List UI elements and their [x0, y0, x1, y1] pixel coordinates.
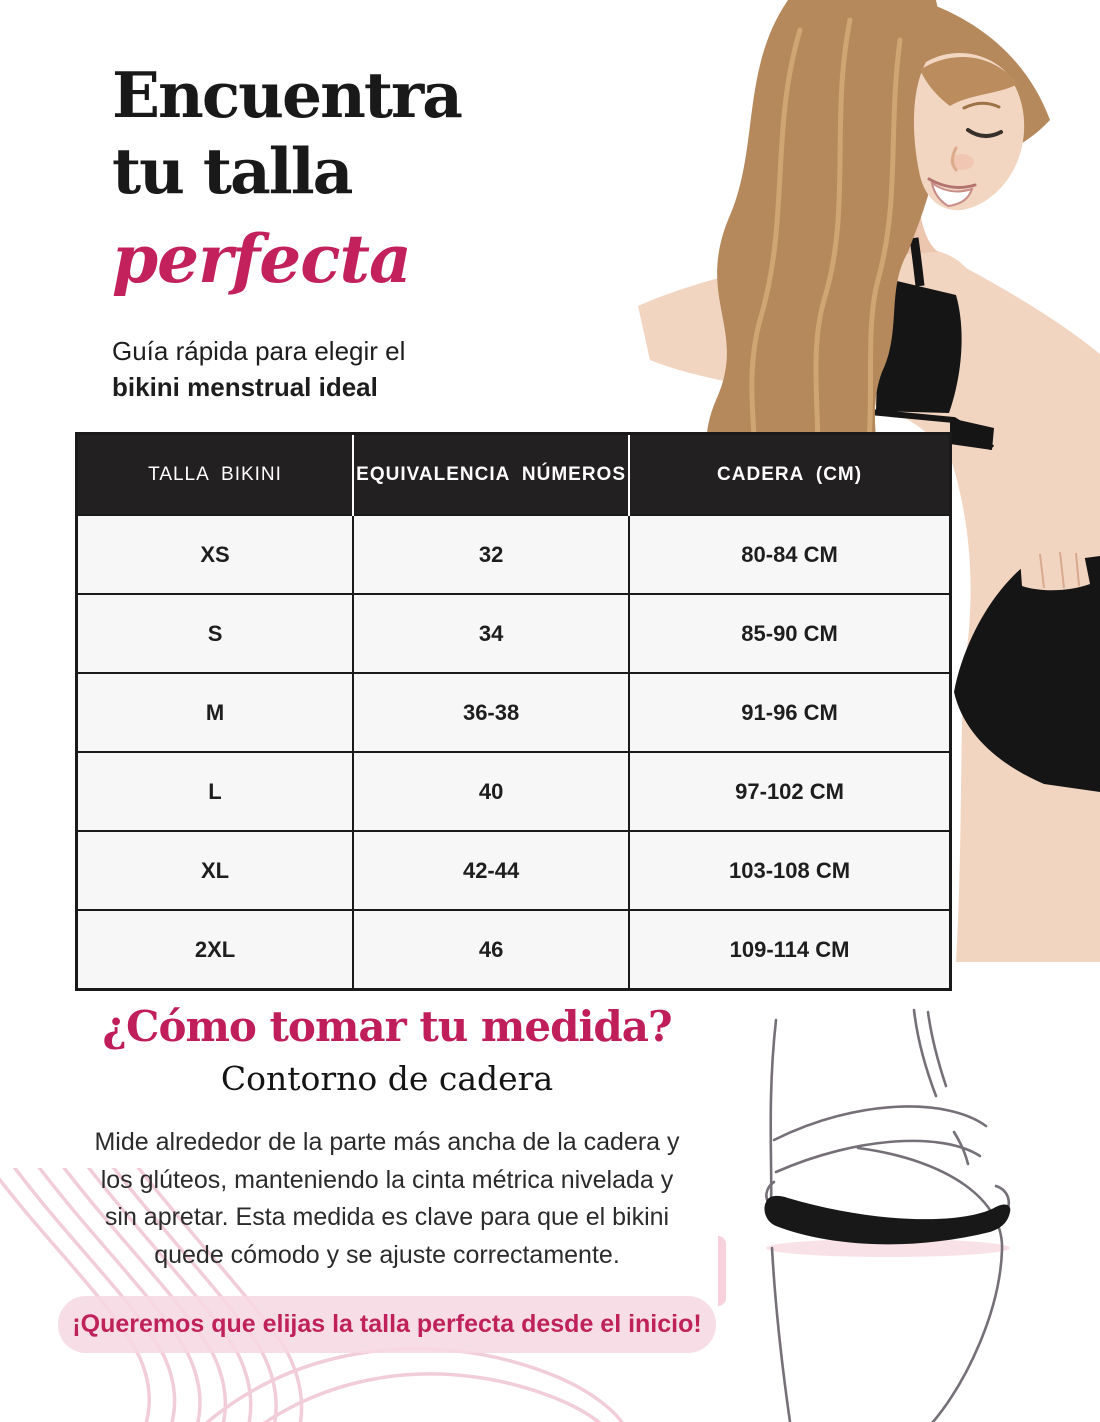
table-cell: 85-90 CM — [629, 594, 950, 673]
page-title-accent: perfecta — [112, 220, 411, 299]
table-cell: 36-38 — [353, 673, 629, 752]
size-table-header-cell: TALLA BIKINI — [77, 434, 354, 516]
table-row — [77, 752, 951, 831]
table-cell: S — [77, 594, 354, 673]
subtitle-line2: bikini menstrual ideal — [112, 371, 378, 402]
table-row — [77, 910, 951, 990]
table-cell: 2XL — [77, 910, 354, 990]
table-cell: 34 — [353, 594, 629, 673]
hero-section — [112, 58, 461, 406]
table-cell: XS — [77, 515, 354, 594]
table-cell: XL — [77, 831, 354, 910]
measure-body-text: Mide alrededor de la parte más ancha de la cadera y los glúteos, manteniendo la cinta métrica nivelada y sin apretar. Esta medida es clave para que el bikini quede cómodo y se ajuste correctamente. — [94, 1128, 680, 1269]
measure-subheading: Contorno de cadera — [220, 1059, 554, 1098]
hip-measure-illustration — [718, 990, 1100, 1422]
page-title-line2: tu talla — [112, 133, 352, 208]
table-cell: 32 — [353, 515, 629, 594]
table-row — [77, 594, 951, 673]
measure-section — [14, 1002, 760, 1353]
table-cell: 80-84 CM — [629, 515, 950, 594]
measure-heading: ¿Cómo tomar tu medida? — [102, 1002, 672, 1051]
table-cell: L — [77, 752, 354, 831]
table-cell: 91-96 CM — [629, 673, 950, 752]
table-cell: 46 — [353, 910, 629, 990]
table-cell: 109-114 CM — [629, 910, 950, 990]
size-chart-table — [75, 432, 952, 991]
table-cell: 103-108 CM — [629, 831, 950, 910]
table-cell: M — [77, 673, 354, 752]
page-subtitle — [112, 334, 461, 406]
table-cell: 40 — [353, 752, 629, 831]
size-table-header-cell: EQUIVALENCIA NÚMEROS — [353, 434, 629, 516]
subtitle-line1: Guía rápida para elegir el — [112, 335, 406, 366]
size-table-header-cell: CADERA (CM) — [629, 434, 950, 516]
table-row — [77, 515, 951, 594]
table-cell: 97-102 CM — [629, 752, 950, 831]
cta-banner: ¡Queremos que elijas la talla perfecta desde el inicio! — [58, 1296, 716, 1353]
table-row — [77, 831, 951, 910]
page-title-line1: Encuentra — [112, 58, 461, 132]
size-table-body — [77, 515, 951, 990]
table-row — [77, 673, 951, 752]
table-cell: 42-44 — [353, 831, 629, 910]
size-table-head-row — [77, 434, 951, 516]
